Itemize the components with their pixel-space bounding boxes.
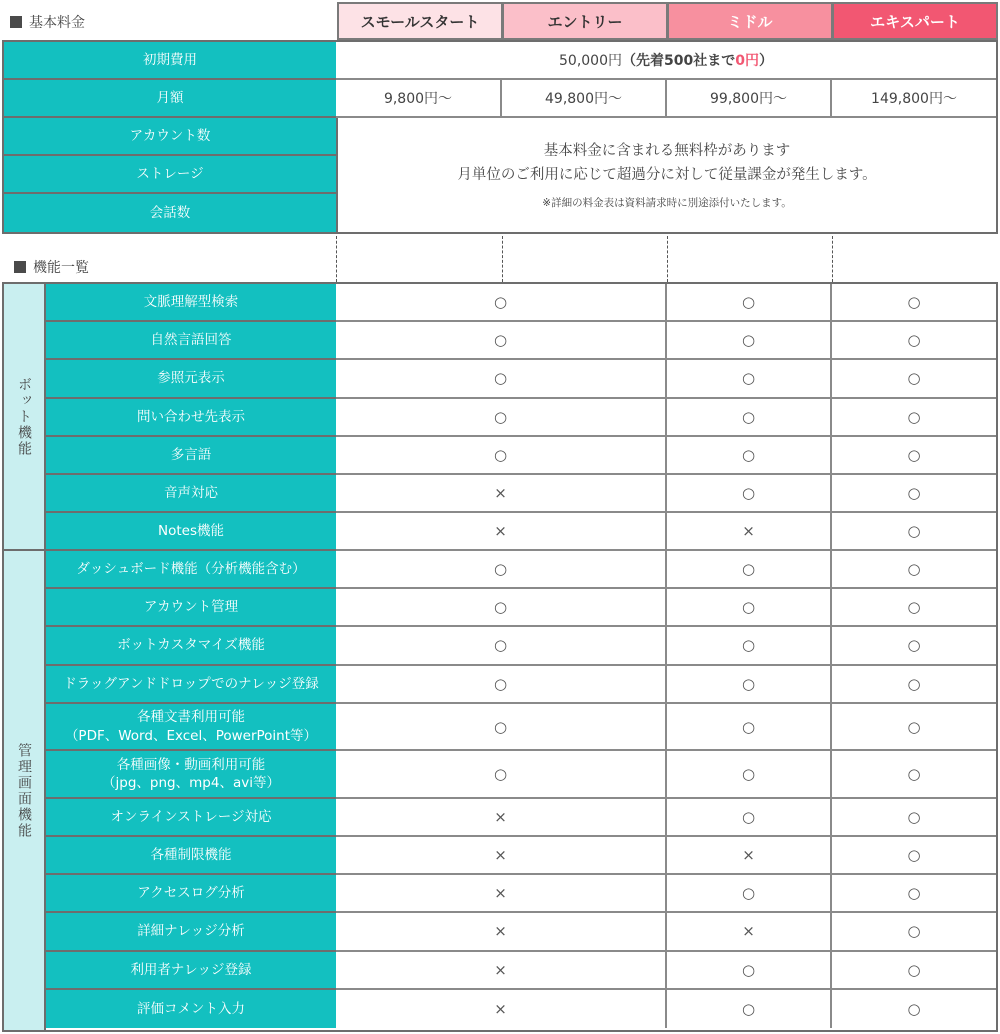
admin-category-label: 管理画面機能 bbox=[4, 551, 46, 1030]
availability-mark: ○ bbox=[493, 293, 508, 312]
features-section-title bbox=[14, 256, 89, 278]
feature-availability-cell bbox=[832, 513, 996, 551]
availability-mark: ○ bbox=[493, 717, 508, 736]
feature-availability-cell bbox=[832, 704, 996, 752]
feature-label-text: オンラインストレージ対応 bbox=[110, 808, 272, 825]
feature-availability-cell bbox=[667, 399, 832, 437]
feature-availability-cell bbox=[336, 704, 667, 752]
feature-availability-cell bbox=[336, 751, 667, 799]
feature-label bbox=[46, 837, 336, 875]
feature-availability-cell bbox=[667, 875, 832, 913]
feature-label-text: 多言語 bbox=[170, 446, 212, 463]
pricing-section-title bbox=[10, 10, 85, 34]
feature-availability-cell bbox=[832, 952, 996, 990]
availability-mark: × bbox=[494, 999, 507, 1018]
feature-availability-cell bbox=[667, 799, 832, 837]
feature-label-text: ダッシュボード機能（分析機能含む） bbox=[76, 560, 306, 577]
feature-availability-cell bbox=[667, 837, 832, 875]
availability-mark: ○ bbox=[907, 293, 921, 312]
initial-fee-label: 初期費用 bbox=[4, 42, 336, 80]
feature-label-text: 利用者ナレッジ登録 bbox=[130, 961, 252, 978]
availability-mark: ○ bbox=[741, 636, 756, 655]
feature-label bbox=[46, 704, 336, 752]
availability-mark: ○ bbox=[741, 407, 756, 426]
feature-label-text: 自然言語回答 bbox=[150, 332, 232, 349]
availability-mark: ○ bbox=[741, 884, 756, 903]
feature-label bbox=[46, 627, 336, 665]
feature-availability-cell bbox=[832, 875, 996, 913]
feature-label bbox=[46, 322, 336, 360]
accounts-label: アカウント数 bbox=[4, 118, 336, 156]
feature-availability-cell bbox=[832, 799, 996, 837]
feature-availability-cell bbox=[336, 475, 667, 513]
feature-availability-cell bbox=[667, 589, 832, 627]
column-divider bbox=[832, 236, 833, 282]
availability-mark: ○ bbox=[907, 636, 921, 655]
monthly-fee-expert: 149,800円〜 bbox=[832, 80, 996, 118]
feature-label-subtext: （jpg、png、mp4、avi等） bbox=[102, 775, 280, 792]
feature-availability-cell bbox=[832, 751, 996, 799]
feature-availability-cell bbox=[336, 990, 667, 1028]
feature-label-text: 音声対応 bbox=[164, 484, 218, 501]
availability-mark: × bbox=[494, 846, 507, 865]
availability-mark: ○ bbox=[907, 765, 921, 784]
feature-label bbox=[46, 551, 336, 589]
feature-label-text: 評価コメント入力 bbox=[137, 1000, 245, 1017]
bot-category-label: ボット機能 bbox=[4, 284, 46, 551]
feature-label bbox=[46, 751, 336, 799]
availability-mark: ○ bbox=[741, 717, 756, 736]
feature-label-text: 問い合わせ先表示 bbox=[137, 408, 245, 425]
availability-mark: ○ bbox=[493, 331, 508, 350]
feature-availability-cell bbox=[832, 322, 996, 360]
availability-mark: ○ bbox=[907, 674, 921, 693]
pricing-title-text: 基本料金 bbox=[29, 15, 85, 31]
feature-label-text: ボットカスタマイズ機能 bbox=[117, 637, 265, 654]
availability-mark: ○ bbox=[907, 445, 921, 464]
availability-mark: × bbox=[742, 522, 755, 541]
feature-label bbox=[46, 990, 336, 1028]
availability-mark: × bbox=[742, 922, 755, 941]
feature-availability-cell bbox=[336, 952, 667, 990]
feature-availability-cell bbox=[336, 837, 667, 875]
feature-label-text: 詳細ナレッジ分析 bbox=[137, 923, 245, 940]
availability-mark: ○ bbox=[907, 560, 921, 579]
plan-header-expert: エキスパート bbox=[832, 2, 998, 40]
availability-mark: ○ bbox=[741, 674, 756, 693]
feature-availability-cell bbox=[832, 837, 996, 875]
feature-availability-cell bbox=[832, 990, 996, 1028]
availability-mark: ○ bbox=[493, 636, 508, 655]
feature-availability-cell bbox=[667, 627, 832, 665]
storage-label: ストレージ bbox=[4, 156, 336, 194]
feature-availability-cell bbox=[832, 437, 996, 475]
plan-header-small-start: スモールスタート bbox=[337, 2, 503, 40]
initial-fee-free: 0円 bbox=[735, 53, 759, 69]
availability-mark: ○ bbox=[741, 960, 756, 979]
monthly-fee-small-start: 9,800円〜 bbox=[336, 80, 502, 118]
feature-availability-cell bbox=[667, 990, 832, 1028]
plan-header-entry: エントリー bbox=[502, 2, 668, 40]
feature-availability-cell bbox=[832, 475, 996, 513]
feature-label-text: 参照元表示 bbox=[157, 370, 225, 387]
availability-mark: ○ bbox=[907, 484, 921, 503]
feature-label bbox=[46, 666, 336, 704]
feature-label bbox=[46, 952, 336, 990]
availability-mark: ○ bbox=[741, 445, 756, 464]
feature-availability-cell bbox=[832, 284, 996, 322]
availability-mark: ○ bbox=[493, 560, 508, 579]
feature-availability-cell bbox=[336, 875, 667, 913]
availability-mark: ○ bbox=[741, 807, 756, 826]
plan-header-middle: ミドル bbox=[667, 2, 833, 40]
availability-mark: ○ bbox=[493, 407, 508, 426]
feature-label-text: 文脈理解型検索 bbox=[143, 293, 239, 310]
availability-mark: ○ bbox=[907, 807, 921, 826]
availability-mark: ○ bbox=[907, 407, 921, 426]
feature-label-text: 各種文書利用可能 bbox=[137, 709, 245, 726]
availability-mark: ○ bbox=[741, 293, 756, 312]
feature-label bbox=[46, 513, 336, 551]
feature-availability-cell bbox=[336, 589, 667, 627]
initial-fee-amount: 50,000円 bbox=[559, 53, 622, 69]
usage-line-2: 月単位のご利用に応じて超過分に対して従量課金が発生します。 bbox=[457, 166, 877, 183]
feature-label-subtext: （PDF、Word、Excel、PowerPoint等） bbox=[64, 727, 318, 744]
column-divider bbox=[336, 236, 337, 282]
feature-availability-cell bbox=[336, 437, 667, 475]
feature-availability-cell bbox=[667, 751, 832, 799]
availability-mark: ○ bbox=[907, 960, 921, 979]
availability-mark: ○ bbox=[493, 369, 508, 388]
initial-fee-value bbox=[336, 42, 996, 80]
availability-mark: ○ bbox=[741, 598, 756, 617]
availability-mark: ○ bbox=[907, 369, 921, 388]
availability-mark: ○ bbox=[907, 846, 921, 865]
feature-label bbox=[46, 475, 336, 513]
initial-fee-close: ） bbox=[758, 53, 773, 69]
availability-mark: ○ bbox=[907, 717, 921, 736]
availability-mark: × bbox=[494, 922, 507, 941]
feature-availability-cell bbox=[336, 360, 667, 398]
feature-availability-cell bbox=[832, 360, 996, 398]
feature-availability-cell bbox=[832, 666, 996, 704]
feature-label-text: アクセスログ分析 bbox=[137, 885, 245, 902]
square-bullet-icon bbox=[10, 16, 22, 28]
feature-label bbox=[46, 360, 336, 398]
availability-mark: × bbox=[494, 884, 507, 903]
feature-availability-cell bbox=[667, 513, 832, 551]
feature-label bbox=[46, 589, 336, 627]
feature-availability-cell bbox=[667, 666, 832, 704]
availability-mark: × bbox=[742, 846, 755, 865]
feature-availability-cell bbox=[667, 704, 832, 752]
feature-label bbox=[46, 799, 336, 837]
features-title-text: 機能一覧 bbox=[33, 260, 89, 276]
feature-availability-cell bbox=[832, 399, 996, 437]
availability-mark: ○ bbox=[907, 331, 921, 350]
availability-mark: ○ bbox=[907, 999, 921, 1018]
availability-mark: ○ bbox=[741, 560, 756, 579]
availability-mark: × bbox=[494, 522, 507, 541]
feature-availability-cell bbox=[336, 399, 667, 437]
availability-mark: ○ bbox=[741, 999, 756, 1018]
conversations-label: 会話数 bbox=[4, 194, 336, 232]
availability-mark: ○ bbox=[493, 674, 508, 693]
feature-availability-cell bbox=[336, 513, 667, 551]
column-divider bbox=[502, 236, 503, 282]
availability-mark: ○ bbox=[907, 522, 921, 541]
feature-availability-cell bbox=[336, 666, 667, 704]
column-divider bbox=[667, 236, 668, 282]
availability-mark: ○ bbox=[741, 484, 756, 503]
usage-note: ※詳細の料金表は資料請求時に別途添付いたします。 bbox=[542, 196, 792, 209]
monthly-fee-middle: 99,800円〜 bbox=[667, 80, 832, 118]
feature-label-text: 各種制限機能 bbox=[150, 846, 232, 863]
availability-mark: ○ bbox=[493, 445, 508, 464]
availability-mark: ○ bbox=[493, 765, 508, 784]
feature-availability-cell bbox=[667, 322, 832, 360]
feature-availability-cell bbox=[336, 627, 667, 665]
square-bullet-icon bbox=[14, 261, 26, 273]
availability-mark: ○ bbox=[493, 598, 508, 617]
monthly-fee-entry: 49,800円〜 bbox=[502, 80, 667, 118]
feature-availability-cell bbox=[832, 551, 996, 589]
availability-mark: ○ bbox=[741, 331, 756, 350]
feature-availability-cell bbox=[832, 589, 996, 627]
feature-availability-cell bbox=[667, 551, 832, 589]
availability-mark: ○ bbox=[907, 922, 921, 941]
availability-mark: × bbox=[494, 484, 507, 503]
feature-availability-cell bbox=[336, 913, 667, 951]
feature-availability-cell bbox=[336, 799, 667, 837]
feature-label bbox=[46, 399, 336, 437]
feature-availability-cell bbox=[667, 913, 832, 951]
availability-mark: ○ bbox=[741, 765, 756, 784]
feature-availability-cell bbox=[832, 627, 996, 665]
feature-label-text: 各種画像・動画利用可能 bbox=[116, 756, 266, 773]
feature-availability-cell bbox=[336, 284, 667, 322]
feature-label bbox=[46, 284, 336, 322]
feature-label bbox=[46, 875, 336, 913]
availability-mark: ○ bbox=[907, 884, 921, 903]
monthly-fee-label: 月額 bbox=[4, 80, 336, 118]
feature-label-text: ドラッグアンドドロップでのナレッジ登録 bbox=[63, 675, 319, 692]
feature-availability-cell bbox=[336, 551, 667, 589]
feature-label bbox=[46, 437, 336, 475]
feature-label bbox=[46, 913, 336, 951]
initial-fee-campaign: （先着500社まで bbox=[622, 53, 736, 69]
feature-availability-cell bbox=[667, 360, 832, 398]
feature-label-text: アカウント管理 bbox=[143, 599, 239, 616]
availability-mark: × bbox=[494, 960, 507, 979]
feature-label-text: Notes機能 bbox=[158, 523, 224, 540]
availability-mark: ○ bbox=[741, 369, 756, 388]
feature-availability-cell bbox=[667, 437, 832, 475]
availability-mark: × bbox=[494, 807, 507, 826]
feature-availability-cell bbox=[832, 913, 996, 951]
feature-availability-cell bbox=[336, 322, 667, 360]
feature-availability-cell bbox=[667, 284, 832, 322]
feature-availability-cell bbox=[667, 952, 832, 990]
feature-availability-cell bbox=[667, 475, 832, 513]
usage-info bbox=[336, 118, 996, 232]
usage-line-1: 基本料金に含まれる無料枠があります bbox=[543, 143, 791, 160]
availability-mark: ○ bbox=[907, 598, 921, 617]
